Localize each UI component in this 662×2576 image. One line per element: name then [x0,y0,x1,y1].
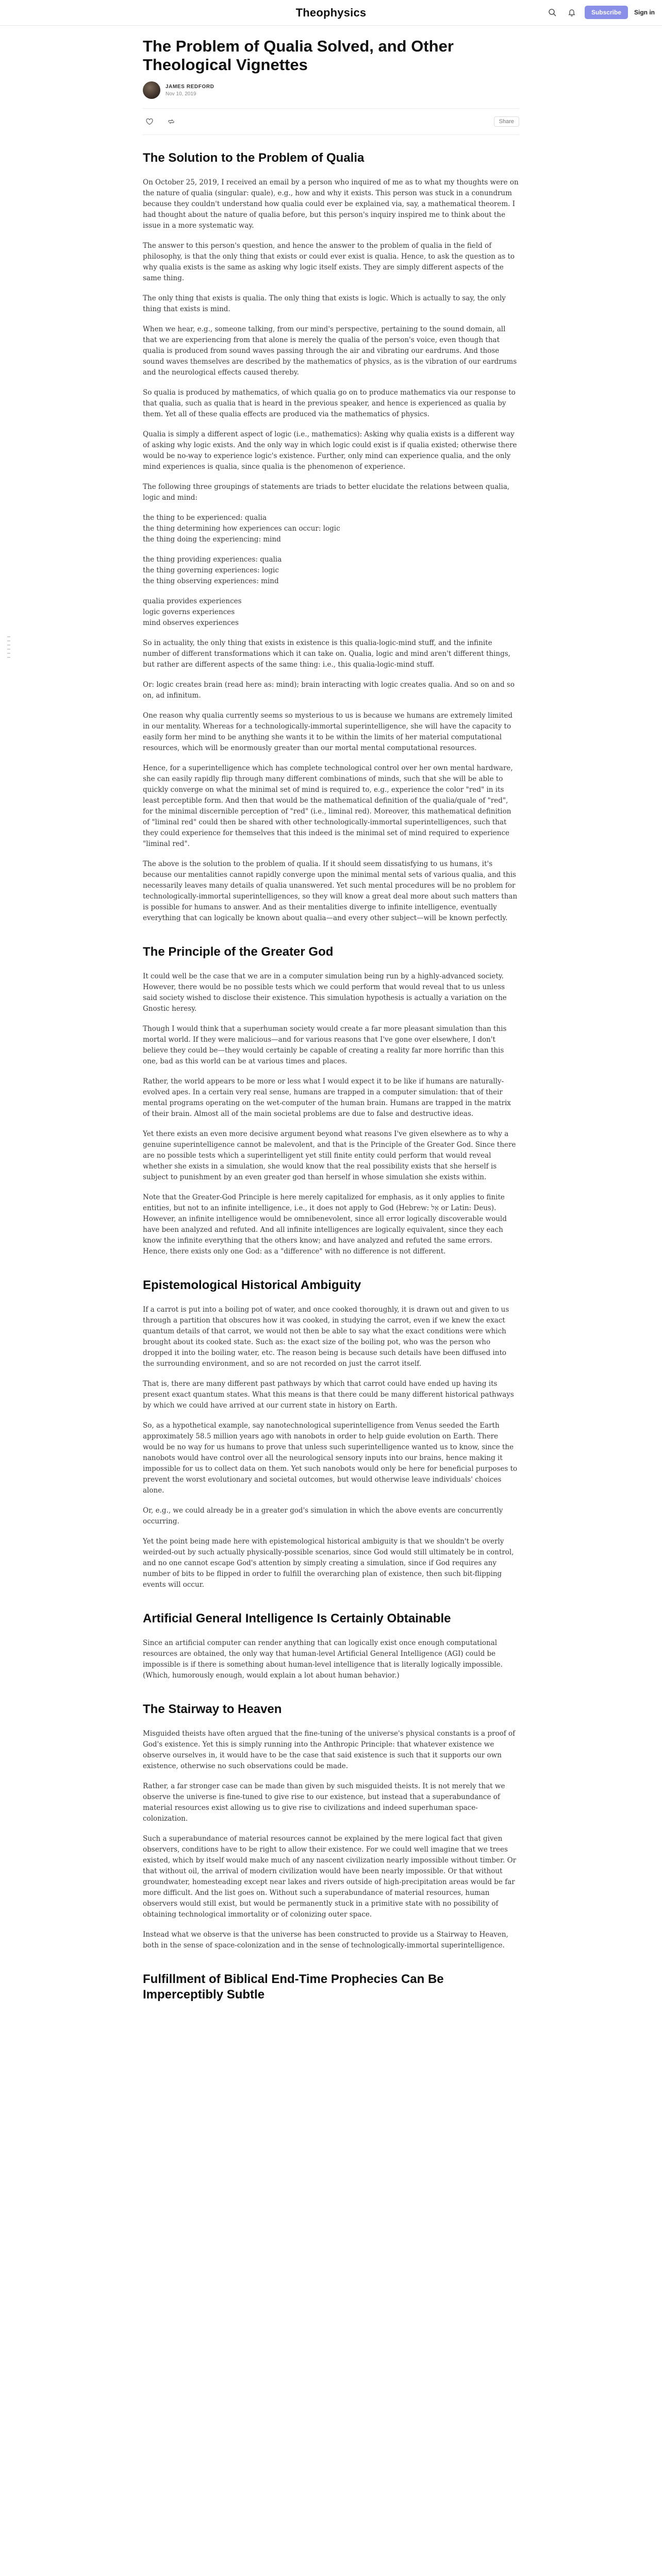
triad-group [143,596,519,629]
paragraph: The following three groupings of statements are triads to better elucidate the relations between qualia, logic and mind: [143,483,510,502]
post-date: Nov 10, 2019 [166,91,196,97]
bell-icon[interactable] [565,6,578,19]
paragraph: So qualia is produced by mathematics, of which qualia go on to produce mathematics via our response to that qualia, such as qualia that is heard in the previous speaker, and hence is experienced as qualia by them. Yet all of these qualia effects are produced via the mathematics of physics. [143,388,516,418]
sign-in-link[interactable]: Sign in [634,9,655,16]
paragraph: So, as a hypothetical example, say nanotechnological superintelligence from Venus seeded the Earth approximately 58.5 million years ago with nanobots in order to help guide evolution on Earth. There would be no way for us humans to prove that unless such superintelligence wanted us to know, since the nanobots would have control over all the neurological sensory inputs into our brains, hence making it impossible for us to collect data on them. Yet such nanobots would only be here for beneficial purposes to prevent the worst evolutionary and societal outcomes, but would otherwise leave individuals' choices alone. [143,1421,518,1495]
post-actions-left [143,115,178,128]
author-name[interactable]: JAMES REDFORD [166,83,214,90]
paragraph: Rather, a far stronger case can be made than given by such misguided theists. It is not merely that we observe the universe is fine-tuned to give rise to our existence, but instead that a superabundance of material resources exist allowing us to give rise to civilizations and indeed superhuman space-colonization. [143,1782,505,1823]
top-actions [545,6,655,19]
paragraph: Rather, the world appears to be more or less what I would expect it to be like if humans are naturally-evolved apes. In a certain very real sense, humans are trapped in a computer simulation: that of their mental programs operating on the wet-computer of the human brain. Humans are trapped in the matrix of their brain. Almost all of the main societal problems are due to false and destructive ideas. [143,1077,511,1118]
paragraph: Or: logic creates brain (read here as: mind); brain interacting with logic creates qualia. And so on and so on, ad infinitum. [143,681,515,700]
paragraph: Or, e.g., we could already be in a greater god's simulation in which the above events are concurrently occurring. [143,1506,503,1526]
paragraph: Though I would think that a superhuman society would create a far more pleasant simulation than this mortal world. If they were malicious—and for various reasons that I've gone over elsewhere, I don't believe they could be—they would certainly be capable of creating a reality far more horrific than this one, bad as this world can be at various times and places. [143,1025,507,1065]
section-outline-rail[interactable] [7,636,14,658]
paragraph: That is, there are many different past pathways by which that carrot could have ended up having its present exact quantum states. What this means is that there could be many different historical pathways by which we could have arrived at our current state in history on Earth. [143,1380,514,1410]
section-heading: The Solution to the Problem of Qualia [143,151,365,165]
paragraph: Since an artificial computer can render anything that can logically exist once enough computational resources are obtained, the only way that human-level Artificial General Intelligence (AGI) could be impossible is if there is something about human-level intelligence that is literally logically impossible. (Which, humorously enough, would explain a lot about human behavior.) [143,1639,503,1680]
top-bar [0,0,662,26]
post-action-bar [143,108,519,135]
section-heading: The Principle of the Greater God [143,945,334,959]
share-button[interactable]: Share [494,116,519,127]
triad-line: the thing observing experiences: mind [143,577,279,585]
paragraph: So in actuality, the only thing that exists in existence is this qualia-logic-mind stuff, and the infinite number of different transformations which it can take on. Qualia, logic and mind aren't different things, but rather are different aspects of the same thing: i.e., this qualia-logic-mind stuff. [143,639,510,669]
paragraph: If a carrot is put into a boiling pot of water, and once cooked thoroughly, it is drawn out and given to us through a partition that obscures how it was cooked, in studying the carrot, even if we knew the exact quantum details of that carrot, we would not then be able to say what the exact conditions were which brought about its cooked state. Such as: the exact size of the boiling pot, who was the person who dropped it into the boiling water, etc. The reason being is because such details have been diffused into the surrounding environment, and so are not recorded on just the carrot itself. [143,1306,509,1368]
paragraph: Misguided theists have often argued that the fine-tuning of the universe's physical constants is a proof of God's existence. Yet this is simply running into the Anthropic Principle: that whatever existence we observe ourselves in, it would have to be the case that said existence is such that it supports our own existence, otherwise no such observations could be made. [143,1730,516,1770]
triad-line: the thing to be experienced: qualia [143,514,267,522]
outline-marker[interactable] [7,636,10,637]
section-heading: Fulfillment of Biblical End-Time Prophecies Can Be Imperceptibly Subtle [143,1972,444,2002]
paragraph: Qualia is simply a different aspect of logic (i.e., mathematics): Asking why qualia exists is a different way of asking why logic exists. And the only way in which logic could exist is if qualia existed; otherwise there would be no-way to experience logic's existence. Further, only mind can experience qualia, and the only mind experiences is qualia, since qualia is the phenomenon of experience. [143,430,517,471]
heart-icon[interactable] [143,115,156,128]
paragraph: One reason why qualia currently seems so mysterious to us is because we humans are extremely limited in our mentality. Whereas for a technologically-immortal superintelligence, she will have the capacity to easily form her mind to be anything she wants it to be within the limits of her material computational resources, which will be enormously greater than our mortal mental computational resources. [143,711,512,752]
triad-line: the thing determining how experiences can occur: logic [143,524,340,533]
paragraph: The above is the solution to the problem of qualia. If it should seem dissatisfying to us humans, it's because our mentalities cannot rapidly converge upon the minimal mental sets of various qualia, and this necessarily leaves many details of qualia unanswered. Yet such mental procedures will be no problem for technologically-immortal superintelligences, so they will know a great deal more about such matters than is possible for humans to answer. And as their mentalities diverge to infinite intelligence, eventually everything that can logically be known about qualia—and every other subject—will be known perfectly. [143,860,518,922]
author-meta [166,84,214,97]
post-title: The Problem of Qualia Solved, and Other Theological Vignettes [143,37,454,74]
section-heading: The Stairway to Heaven [143,1702,282,1716]
triad-line: the thing doing the experiencing: mind [143,535,281,544]
paragraph: It could well be the case that we are in a computer simulation being run by a highly-advanced society. However, there would be no possible tests which we could perform that would reveal that to us unless said society wished to disclose their existence. This simulation hypothesis is actually a variation on the Gnostic heresy. [143,972,507,1013]
paragraph: When we hear, e.g., someone talking, from our mind's perspective, pertaining to the sound domain, all that we are experiencing from that alone is merely the qualia of the person's voice, even though that qualia is produced from sound waves passing through the air and vibrating our eardrums. And those sound waves themselves are described by the mathematics of physics, as is the vibration of our eardrums and the neurological effects caused thereby. [143,325,517,377]
paragraph: Note that the Greater-God Principle is here merely capitalized for emphasis, as it only applies to finite entities, but not to an infinite intelligence, i.e., it does not apply to God (Hebrew: אֵל or Latin: Deus). However, an infinite intelligence would be omnibenevolent, since all error logically discoverable would have been analyzed and refuted. And all infinite intelligences are logically equivalent, since they each know the infinite everything that the others know; and have analyzed and refuted the same errors. Hence, there exists only one God: as a "difference" with no difference is not different. [143,1193,507,1256]
restack-icon[interactable] [164,115,178,128]
triad-line: qualia provides experiences [143,597,242,605]
author-row [143,81,519,99]
search-icon[interactable] [545,6,559,19]
triad-line: logic governs experiences [143,608,235,616]
paragraph: Yet the point being made here with epistemological historical ambiguity is that we shouldn't be overly weirded-out by such actually physically-possible scenarios, since God would still ultimately be in control, and no one cannot escape God's attention by simply creating a simulation, since if God requires any number of bits to be flipped in order to fulfill the overarching plan of existence, then such bit-flipping events will occur. [143,1537,514,1589]
outline-marker[interactable] [7,653,10,654]
triad-group [143,554,519,587]
article [143,26,519,2003]
triad-line: mind observes experiences [143,619,239,627]
paragraph: On October 25, 2019, I received an email by a person who inquired of me as to what my thoughts were on the nature of qualia (singular: quale), e.g., how and why it exists. This person was stuck in a conundrum because they couldn't understand how qualia could ever be explained via, say, a mathematical theorem. I had thought about the nature of qualia before, but this person's inquiry inspired me to think about the issue in a more systematic way. [143,178,519,230]
paragraph: The only thing that exists is qualia. The only thing that exists is logic. Which is actually to say, the only thing that exists is mind. [143,294,506,313]
subscribe-button[interactable]: Subscribe [585,6,628,19]
outline-marker[interactable] [7,649,10,650]
avatar[interactable] [143,81,160,99]
publication-name[interactable]: Theophysics [295,6,367,19]
triad-group [143,513,519,545]
triad-line: the thing governing experiences: logic [143,566,279,574]
paragraph: Yet there exists an even more decisive argument beyond what reasons I've given elsewhere as to why a genuine superintelligence cannot be malevolent, and that is the Principle of the Greater God. Since there are no possible tests which a superintelligent yet still finite entity could perform that would reveal whether she exists in a simulation, she would know that the real possibility exists that she herself is subject to punishment by an even greater god than herself in whose simulation she exists within. [143,1130,516,1181]
paragraph: The answer to this person's question, and hence the answer to the problem of qualia in the field of philosophy, is that the only thing that exists or could ever exist is qualia. Hence, to ask the question as to why qualia exists is the same as asking why logic itself exists. They are simply different aspects of the same thing. [143,242,515,282]
paragraph: Such a superabundance of material resources cannot be explained by the mere logical fact that given observers, conditions have to be right to allow their existence. For we could well imagine that we trees existed, which by itself would make much of any nascent civilization nearly impossible without timber. Or that without oil, the arrival of modern civilization would have been nearly impossible. Or that without groundwater, homesteading except near lakes and rivers outside of high-precipitation areas would be far more difficult. And the list goes on. Without such a superabundance of material resources, human observers would still exist, but would be permanently stuck in a primitive state with no possibility of obtaining technological immortality or of colonizing outer space. [143,1835,517,1919]
paragraph: Hence, for a superintelligence which has complete technological control over her own mental hardware, she can easily rapidly flip through many different combinations of minds, such that she will be able to quickly converge on what the minimal set of mind is required to, e.g., experience the color "red" in its least perceptible form. And then that would be the mathematical definition of the qualia/quale of "red", for the minimal discernible perception of "red" (i.e., liminal red). Moreover, this mathematical definition of "liminal red" could then be shared with other technologically-immortal superintelligences, such that they could experience for themselves that this indeed is the minimal set of mind required to experience "liminal red". [143,764,513,848]
outline-marker[interactable] [7,640,10,641]
section-heading: Epistemological Historical Ambiguity [143,1278,361,1292]
paragraph: Instead what we observe is that the universe has been constructed to provide us a Stairway to Heaven, both in the sense of space-colonization and in the sense of technologically-immortal superintelligence. [143,1930,508,1950]
triad-line: the thing providing experiences: qualia [143,555,282,564]
outline-marker[interactable] [7,657,10,658]
section-heading: Artificial General Intelligence Is Certainly Obtainable [143,1612,451,1625]
outline-marker[interactable] [7,645,10,646]
